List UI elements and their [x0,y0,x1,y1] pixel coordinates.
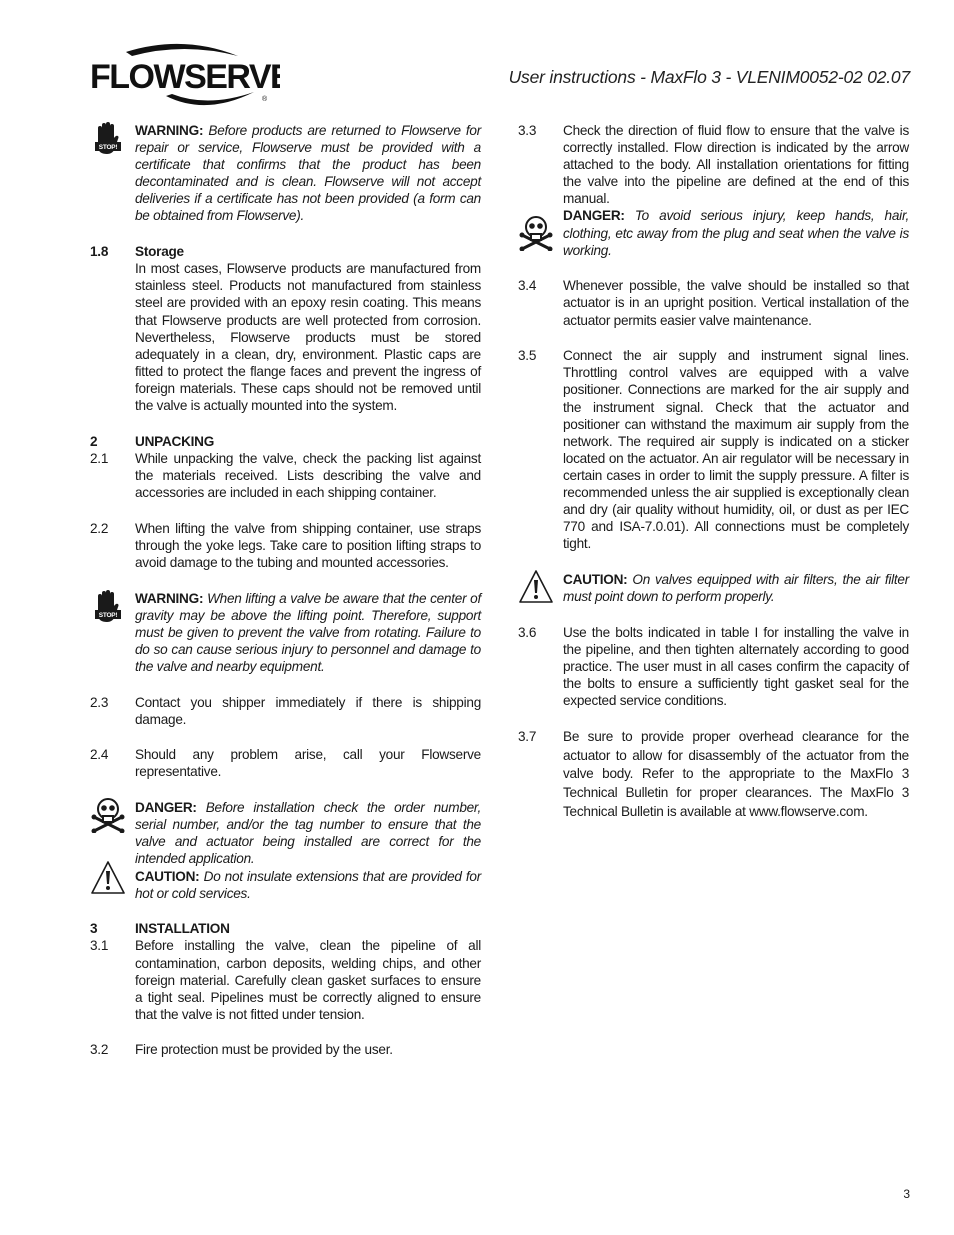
paragraph-text: Fire protection must be provided by the user. [135,1042,393,1058]
paragraph-text: Whenever possible, the valve should be installed so that actuator is in an upright position. Vertical installation of the actuator permits easier valve maintenance. [563,278,909,328]
section-heading: UNPACKING [135,433,215,449]
logo-swoosh-icon [88,40,280,112]
paragraph-text: Connect the air supply and instrument signal lines. Throttling control valves are equipped with a valve positioner. Connections are marked for the air supply and the instrument signal. Check that the actuator and positioner can withstand the maximum air supply from the network. The required air supply is indicated on a sticker located on the actuator. An air regulator will be necessary in certain cases in order to limit the supply pressure. A filter is recommended unless the air supplied is exceptionally clean and dry (air quality without humidity, oil, or dust as per IEC 770 and ISA-7.0.01). All connections must be completely tight. [563,348,909,552]
section-heading: Storage [135,244,184,260]
caution-text: Do not insulate extensions that are provided for hot or cold services. [135,868,481,901]
caution-notice-insulate [90,868,481,902]
paragraph-3-5 [518,347,909,552]
danger-label: DANGER: [135,800,197,816]
paragraph-text: Contact you shipper immediately if there is shipping damage. [135,694,481,727]
right-column [518,122,909,840]
paragraph-text: Should any problem arise, call your Flowserve representative. [135,747,481,780]
paragraph-text: Be sure to provide proper overhead clearance for the actuator to allow for disassembly of the actuator from the valve body. Refer to the appropriate to the MaxFlo 3 Technical Bulletin for proper clearances. The MaxFlo 3 Technical Bulletin is available at www.flowserve.com. [563,728,909,819]
paragraph-2-1 [90,450,481,501]
danger-notice-plug-seat [518,207,909,258]
svg-text:STOP!: STOP! [98,611,118,619]
section-2-heading [90,433,481,450]
paragraph-3-2 [90,1041,481,1058]
warning-label: WARNING: [135,590,204,606]
warning-notice-lifting [90,590,481,675]
logo-wordmark: FLOWSERVE [90,58,280,96]
section-number: 3 [90,921,98,937]
skull-crossbones-icon [90,797,126,833]
section-3-heading [90,920,481,937]
skull-crossbones-icon [518,215,554,251]
paragraph-2-2 [90,520,481,571]
paragraph-text: When lifting the valve from shipping container, use straps through the yoke legs. Take care to position lifting straps to avoid damage to the tubing and mounted accessories. [135,520,481,570]
caution-label: CAUTION: [563,571,628,587]
paragraph-3-6 [518,624,909,709]
paragraph-number: 3.3 [518,123,537,138]
section-number: 2 [90,433,98,449]
paragraph-number: 2.1 [90,450,109,466]
paragraph-number: 2.3 [90,694,109,710]
warning-text: When lifting a valve be aware that the center of gravity may be above the lifting point. Therefore, support must be given to prevent the valve from rotating. Failure to do so can cause serious injury to personnel and damage to the valve and nearby equipment. [135,590,482,674]
caution-triangle-icon [518,569,554,605]
paragraph-number: 2.2 [90,520,109,536]
paragraph-number: 3.2 [90,1042,109,1058]
danger-text: To avoid serious injury, keep hands, hair, clothing, etc away from the plug and seat when the valve is working. [563,208,909,258]
caution-label: CAUTION: [135,868,200,884]
section-number: 1.8 [90,244,109,260]
danger-notice-order-number [90,799,481,867]
paragraph-2-4 [90,746,481,780]
flowserve-logo [88,40,280,112]
paragraph-number: 2.4 [90,747,109,763]
paragraph-number: 3.1 [90,938,109,954]
caution-triangle-icon [90,860,126,896]
paragraph-3-1 [90,937,481,1022]
section-1-8 [90,243,481,414]
warning-notice-returns [90,122,481,225]
caution-text: On valves equipped with air filters, the air filter must point down to perform properly. [563,571,910,605]
paragraph-3-4 [518,277,909,328]
section-heading: INSTALLATION [135,921,230,937]
paragraph-3-3 [518,122,909,207]
paragraph-text: While unpacking the valve, check the packing list against the materials received. Lists describing the valve and accessories are included in each shipping container. [135,450,481,500]
danger-label: DANGER: [563,208,625,224]
paragraph-number: 3.4 [518,278,537,294]
paragraph-number: 3.7 [518,728,537,744]
left-column [90,122,481,1077]
warning-text: Before products are returned to Flowserve for repair or service, Flowserve must be provided with a certificate that confirms that the product has been decontaminated and is clean. Flowserve will not accept deliveries if a certificate has not been provided (a form can be obtained from Flowserve). [135,123,481,224]
svg-text:®: ® [262,96,268,103]
caution-notice-air-filter [518,571,909,605]
svg-text:STOP!: STOP! [98,144,118,151]
section-text: In most cases, Flowserve products are manufactured from stainless steel. Products not manufactured from stainless steel are provided with an epoxy resin coating. This means that Flowserve products are well protected from corrosion. Nevertheless, Flowserve products must be stored adequately in a clean, dry, environment. Plastic caps are fitted to protect the flange faces and prevent the ingress of foreign materials. These caps should not be removed until the valve is actually mounted into the system. [135,261,481,413]
page-number: 3 [903,1187,910,1201]
stop-hand-icon [90,590,126,626]
stop-hand-icon [90,122,126,158]
paragraph-text: Use the bolts indicated in table I for installing the valve in the pipeline, and then tighten alternately according to good practice. The user must in all cases confirm the capacity of the bolts to ensure a sufficiently tight gasket seal for the expected service conditions. [563,624,909,709]
document-title: User instructions - MaxFlo 3 - VLENIM0052-02 02.07 [508,67,910,87]
paragraph-2-3 [90,694,481,728]
paragraph-3-7 [518,728,909,822]
danger-text: Before installation check the order number, serial number, and/or the tag number to ensure that the valve and actuator being installed are correct for the intended application. [135,800,481,867]
warning-label: WARNING: [135,123,204,138]
paragraph-text: Before installing the valve, clean the pipeline of all contamination, carbon deposits, welding chips, and other foreign material. Carefully clean gasket surfaces to ensure a tight seal. Pipelines must be correctly aligned to ensure that the valve is not fitted under tension. [135,938,481,1022]
paragraph-text: Check the direction of fluid flow to ensure that the valve is correctly installed. Flow direction is indicated by the arrow attached to the body. All installation orientations for fitting the valve into the pipeline are defined at the end of this manual. [563,123,909,207]
paragraph-number: 3.6 [518,624,537,640]
paragraph-number: 3.5 [518,348,537,364]
